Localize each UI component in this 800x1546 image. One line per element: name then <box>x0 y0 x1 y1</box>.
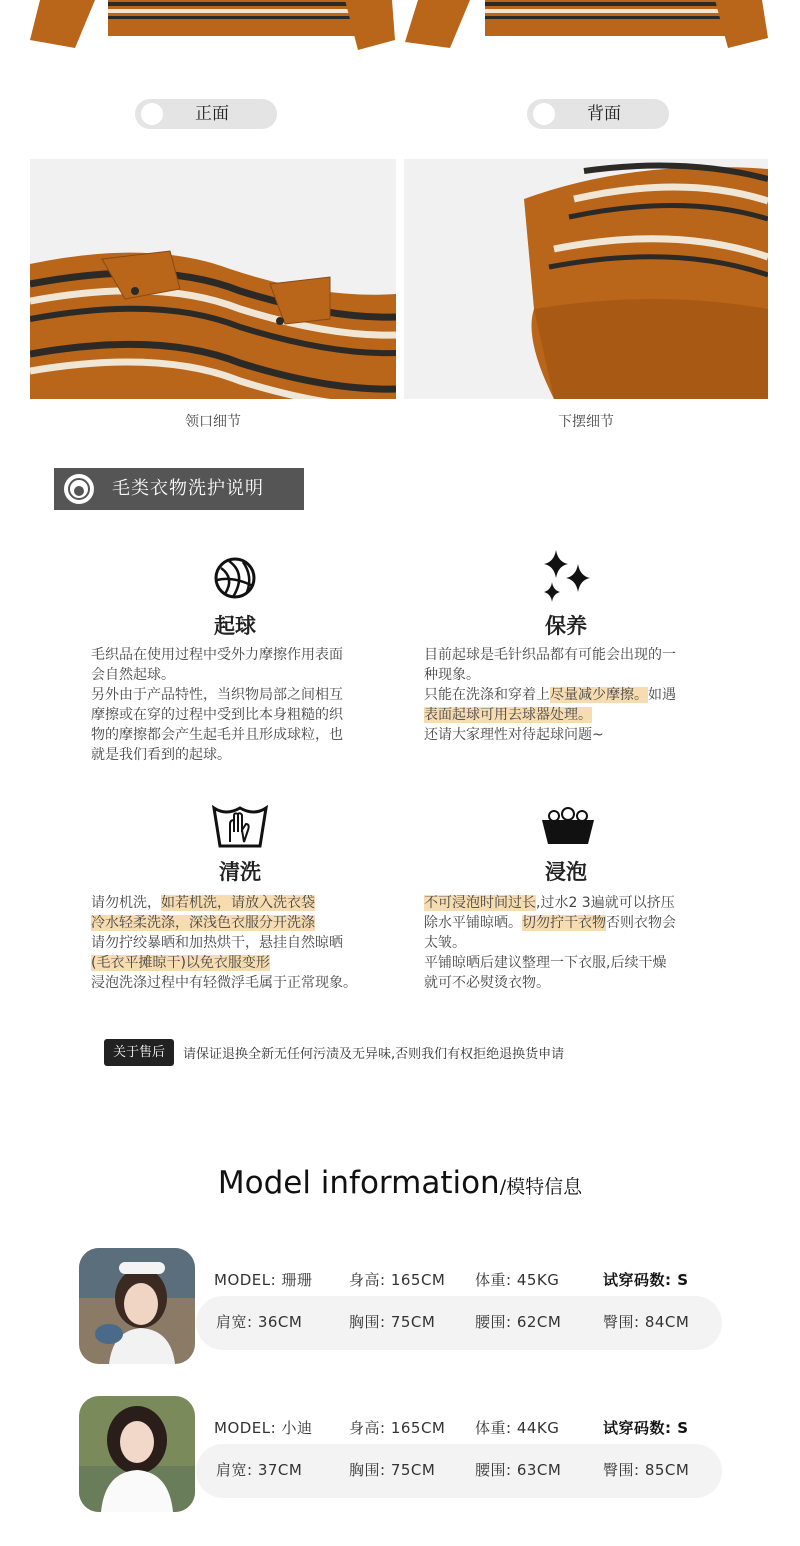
care-text-segment: 浸泡洗涤过程中有轻微浮毛属于正常现象。 <box>91 975 357 991</box>
care-highlight-text: 切勿拧干衣物 <box>522 915 606 931</box>
care-line <box>424 665 716 685</box>
care-line <box>91 953 383 973</box>
model-info-title <box>0 1165 800 1201</box>
care-text-segment: 请勿机洗， <box>91 895 161 911</box>
model-hip: 臀围: 85CM <box>603 1461 690 1479</box>
care-text-segment: 毛织品在使用过程中受外力摩擦作用表面 <box>91 647 343 663</box>
sweater-hem-images <box>0 0 800 60</box>
care-line <box>424 953 716 973</box>
model-hip: 臀围: 84CM <box>603 1313 690 1331</box>
back-sweater-hem <box>405 0 768 48</box>
care-text-segment: 就可不必熨烫衣物。 <box>424 975 550 991</box>
back-view-text: 背面 <box>587 104 621 124</box>
care-line <box>91 705 383 725</box>
care-highlight-text: (毛衣平摊晾干)以免衣服变形 <box>91 955 270 971</box>
front-view-text: 正面 <box>195 104 229 124</box>
care-text-segment: 请勿拧绞暴晒和加热烘干，悬挂自然晾晒 <box>91 935 343 951</box>
model-size: 试穿码数: S <box>603 1271 689 1289</box>
model-waist: 腰围: 62CM <box>475 1313 562 1331</box>
care-line <box>91 913 383 933</box>
care-line <box>424 973 716 993</box>
care-text-segment: 平铺晾晒后建议整理一下衣服,后续干燥 <box>424 955 667 971</box>
back-view-label <box>527 99 669 129</box>
front-sweater-hem <box>30 0 395 50</box>
care-text-segment: ,过水2 3遍就可以挤压 <box>536 895 675 911</box>
care-text-segment: 目前起球是毛针织品都有可能会出现的一 <box>424 647 676 663</box>
care-text-segment: 只能在洗涤和穿着上 <box>424 687 550 703</box>
care-instructions-header <box>54 468 304 510</box>
model-shoulder: 肩宽: 37CM <box>216 1461 303 1479</box>
model-name: MODEL: 珊珊 <box>214 1271 313 1289</box>
model-height: 身高: 165CM <box>349 1419 446 1437</box>
care-line <box>424 705 716 725</box>
care-title-soaking: 浸泡 <box>545 860 587 884</box>
care-line <box>91 745 383 765</box>
care-text-segment: 否则衣物会 <box>606 915 676 931</box>
care-text-segment: 另外由于产品特性，当织物局部之间相互 <box>91 687 343 703</box>
after-sale-text: 请保证退换全新无任何污渍及无异味,否则我们有权拒绝退换货申请 <box>183 1047 565 1062</box>
care-highlight-text: 冷水轻柔洗涤，深浅色衣服分开洗涤 <box>91 915 315 931</box>
care-text-washing <box>91 893 383 993</box>
care-text-segment: 物的摩擦都会产生起毛并且形成球粒，也 <box>91 727 343 743</box>
care-highlight-text: 表面起球可用去球器处理。 <box>424 707 592 723</box>
care-title-pilling: 起球 <box>214 614 256 638</box>
model-waist: 腰围: 63CM <box>475 1461 562 1479</box>
care-text-segment: 种现象。 <box>424 667 480 683</box>
model-title-cn: /模特信息 <box>499 1176 583 1198</box>
model-shoulder: 肩宽: 36CM <box>216 1313 303 1331</box>
care-text-pilling <box>91 645 383 765</box>
care-line <box>91 933 383 953</box>
care-highlight-text: 如若机洗，请放入洗衣袋 <box>161 895 315 911</box>
care-line <box>91 893 383 913</box>
model-weight: 体重: 44KG <box>475 1419 560 1437</box>
care-title-washing: 清洗 <box>219 860 261 884</box>
care-text-soaking <box>424 893 716 993</box>
sparkle-icon <box>540 548 592 604</box>
care-text-segment: 如遇 <box>648 687 676 703</box>
care-text-segment: 摩擦或在穿的过程中受到比本身粗糙的织 <box>91 707 343 723</box>
collar-detail-caption: 领口细节 <box>185 414 241 430</box>
model-photo <box>79 1248 195 1364</box>
care-line <box>424 725 716 745</box>
care-line <box>91 973 383 993</box>
care-text-maintenance <box>424 645 716 745</box>
care-line <box>91 725 383 745</box>
collar-detail-photo <box>30 159 396 399</box>
soak-basin-icon <box>540 806 596 846</box>
care-text-segment: 除水平铺晾晒。 <box>424 915 522 931</box>
model-chest: 胸围: 75CM <box>349 1313 436 1331</box>
care-text-segment: 就是我们看到的起球。 <box>91 747 231 763</box>
model-chest: 胸围: 75CM <box>349 1461 436 1479</box>
care-line <box>424 913 716 933</box>
care-highlight-text: 尽量减少摩擦。 <box>550 687 648 703</box>
hem-detail-photo <box>404 159 768 399</box>
care-text-segment: 会自然起球。 <box>91 667 175 683</box>
care-line <box>424 685 716 705</box>
care-text-segment: 太皱。 <box>424 935 466 951</box>
model-size: 试穿码数: S <box>603 1419 689 1437</box>
hand-wash-icon <box>212 802 268 850</box>
care-text-segment: 还请大家理性对待起球问题~ <box>424 727 604 743</box>
sweater-care-icon <box>64 474 94 504</box>
front-view-label <box>135 99 277 129</box>
after-sale-tag: 关于售后 <box>104 1039 174 1066</box>
care-header-text: 毛类衣物洗护说明 <box>112 478 264 499</box>
model-weight: 体重: 45KG <box>475 1271 560 1289</box>
care-line <box>424 645 716 665</box>
model-photo <box>79 1396 195 1512</box>
hem-detail-caption: 下摆细节 <box>558 414 614 430</box>
care-highlight-text: 不可浸泡时间过长 <box>424 895 536 911</box>
care-line <box>424 893 716 913</box>
model-name: MODEL: 小迪 <box>214 1419 313 1437</box>
care-title-maintenance: 保养 <box>545 614 587 638</box>
care-line <box>91 665 383 685</box>
care-line <box>91 645 383 665</box>
yarn-ball-icon <box>213 556 257 600</box>
care-line <box>424 933 716 953</box>
model-height: 身高: 165CM <box>349 1271 446 1289</box>
model-title-en: Model information <box>217 1165 500 1201</box>
care-line <box>91 685 383 705</box>
